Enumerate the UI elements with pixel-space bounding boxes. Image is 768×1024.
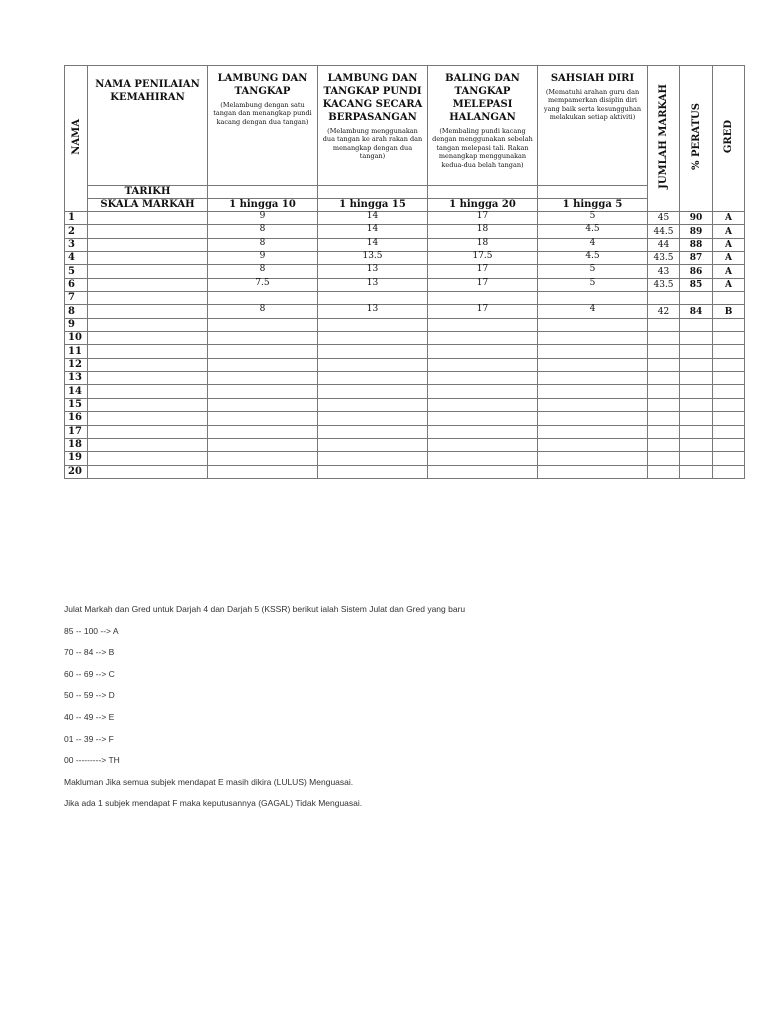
jumlah-markah-cell — [648, 452, 680, 465]
skill-4-score — [538, 332, 648, 345]
table-row — [65, 372, 745, 385]
skill-3-score — [428, 318, 538, 331]
skill-3-score: 17.5 — [428, 252, 538, 265]
gred-cell — [713, 385, 745, 398]
row-number: 16 — [65, 412, 88, 425]
row-number: 4 — [65, 252, 88, 265]
row-number: 13 — [65, 372, 88, 385]
skill-4-score — [538, 318, 648, 331]
skill-3-range: 1 hingga 20 — [428, 199, 538, 212]
table-row — [65, 465, 745, 478]
student-name-cell — [88, 452, 208, 465]
table-row — [65, 412, 745, 425]
jumlah-markah-header: JUMLAH MARKAH — [648, 66, 680, 212]
student-name-cell — [88, 278, 208, 291]
student-name-cell — [88, 398, 208, 411]
skill-1-score — [208, 358, 318, 371]
row-number: 18 — [65, 438, 88, 451]
gred-cell: A — [713, 252, 745, 265]
skill-4-score — [538, 438, 648, 451]
jumlah-markah-cell — [648, 318, 680, 331]
student-name-cell — [88, 465, 208, 478]
gred-cell — [713, 425, 745, 438]
peratus-cell — [680, 372, 713, 385]
row-number: 11 — [65, 345, 88, 358]
skill-3-score — [428, 292, 538, 305]
gred-header: GRED — [713, 66, 745, 212]
skill-3-score — [428, 438, 538, 451]
jumlah-markah-cell — [648, 358, 680, 371]
skill-4-score — [538, 292, 648, 305]
skill-2-score — [318, 412, 428, 425]
skill-2-score: 14 — [318, 212, 428, 225]
skill-4-score: 4.5 — [538, 225, 648, 238]
tarikh-cell — [318, 186, 428, 199]
skala-markah-label: SKALA MARKAH — [88, 199, 208, 212]
tarikh-label: TARIKH — [88, 186, 208, 199]
skill-4-score — [538, 412, 648, 425]
student-name-cell — [88, 305, 208, 318]
student-name-cell — [88, 318, 208, 331]
jumlah-markah-cell — [648, 412, 680, 425]
skill-4-header: SAHSIAH DIRI (Mematuhi arahan guru dan mempamerkan disiplin diri yang baik serta kesungguhan melakukan setiap aktiviti) — [538, 66, 648, 186]
skill-3-score — [428, 425, 538, 438]
skill-4-score: 4.5 — [538, 252, 648, 265]
table-row — [65, 265, 745, 278]
skill-1-score — [208, 385, 318, 398]
skill-2-score — [318, 385, 428, 398]
skill-2-score: 14 — [318, 238, 428, 251]
skill-1-score — [208, 412, 318, 425]
skill-3-score — [428, 358, 538, 371]
table-row — [65, 292, 745, 305]
jumlah-markah-cell: 45 — [648, 212, 680, 225]
penilaian-header: NAMA PENILAIAN KEMAHIRAN — [88, 66, 208, 186]
jumlah-markah-cell: 44.5 — [648, 225, 680, 238]
peratus-cell: 88 — [680, 238, 713, 251]
skill-2-score — [318, 358, 428, 371]
table-row — [65, 318, 745, 331]
tarikh-cell — [208, 186, 318, 199]
gred-cell: A — [713, 212, 745, 225]
jumlah-markah-cell — [648, 345, 680, 358]
row-number: 15 — [65, 398, 88, 411]
skill-4-score: 4 — [538, 238, 648, 251]
skill-2-score — [318, 452, 428, 465]
student-name-cell — [88, 358, 208, 371]
skill-4-range: 1 hingga 5 — [538, 199, 648, 212]
skill-1-score: 8 — [208, 305, 318, 318]
skill-1-score — [208, 452, 318, 465]
gred-cell: A — [713, 238, 745, 251]
notes-fail-info: Jika ada 1 subjek mendapat F maka keputusannya (GAGAL) Tidak Menguasai. — [64, 798, 363, 809]
jumlah-markah-cell: 43.5 — [648, 252, 680, 265]
tarikh-cell — [428, 186, 538, 199]
skill-2-score: 13 — [318, 278, 428, 291]
skill-4-score — [538, 385, 648, 398]
skill-1-score — [208, 345, 318, 358]
peratus-cell — [680, 318, 713, 331]
student-name-cell — [88, 425, 208, 438]
table-row — [65, 425, 745, 438]
row-number: 20 — [65, 465, 88, 478]
jumlah-markah-cell: 43 — [648, 265, 680, 278]
peratus-cell: 90 — [680, 212, 713, 225]
gred-cell: A — [713, 265, 745, 278]
row-number: 5 — [65, 265, 88, 278]
peratus-cell: 85 — [680, 278, 713, 291]
skill-3-score — [428, 465, 538, 478]
grade-range-c: 60 -- 69 --> C — [64, 668, 115, 679]
skill-2-score: 14 — [318, 225, 428, 238]
skill-4-score — [538, 372, 648, 385]
skill-1-score — [208, 438, 318, 451]
gred-cell — [713, 465, 745, 478]
skill-2-score — [318, 372, 428, 385]
row-number: 1 — [65, 212, 88, 225]
gred-cell — [713, 358, 745, 371]
student-name-cell — [88, 238, 208, 251]
student-name-cell — [88, 412, 208, 425]
grade-range-th: 00 ---------> TH — [64, 755, 120, 766]
jumlah-markah-cell — [648, 398, 680, 411]
gred-cell: B — [713, 305, 745, 318]
peratus-cell — [680, 358, 713, 371]
skill-1-score — [208, 372, 318, 385]
skill-1-score: 9 — [208, 212, 318, 225]
tarikh-cell — [538, 186, 648, 199]
jumlah-markah-cell — [648, 292, 680, 305]
grade-range-b: 70 -- 84 --> B — [64, 647, 115, 658]
skill-2-range: 1 hingga 15 — [318, 199, 428, 212]
skill-4-score — [538, 398, 648, 411]
row-number: 17 — [65, 425, 88, 438]
peratus-cell — [680, 438, 713, 451]
peratus-header: % PERATUS — [680, 66, 713, 212]
table-row — [65, 238, 745, 251]
peratus-cell — [680, 385, 713, 398]
row-number: 6 — [65, 278, 88, 291]
gred-cell: A — [713, 278, 745, 291]
skill-3-score: 17 — [428, 265, 538, 278]
peratus-cell — [680, 345, 713, 358]
notes-intro: Julat Markah dan Gred untuk Darjah 4 dan Darjah 5 (KSSR) berikut ialah Sistem Julat dan Gred yang baru — [64, 604, 466, 614]
row-number: 12 — [65, 358, 88, 371]
table-row — [65, 345, 745, 358]
skill-4-score — [538, 465, 648, 478]
table-row — [65, 225, 745, 238]
gred-cell — [713, 372, 745, 385]
jumlah-markah-cell — [648, 332, 680, 345]
table-row — [65, 358, 745, 371]
peratus-cell — [680, 452, 713, 465]
gred-cell — [713, 332, 745, 345]
skill-2-score — [318, 398, 428, 411]
skill-3-header: BALING DAN TANGKAP MELEPASI HALANGAN (Membaling pundi kacang dengan menggunakan sebelah tangan melepasi tali. Rakan menangkap menggunakan kedua-dua belah tangan) — [428, 66, 538, 186]
skill-2-score — [318, 438, 428, 451]
skill-4-score — [538, 358, 648, 371]
table-row — [65, 438, 745, 451]
row-number: 2 — [65, 225, 88, 238]
jumlah-markah-cell — [648, 465, 680, 478]
student-name-cell — [88, 385, 208, 398]
skill-4-score: 5 — [538, 278, 648, 291]
gred-cell — [713, 438, 745, 451]
skill-1-header: LAMBUNG DAN TANGKAP (Melambung dengan satu tangan dan menangkap pundi kacang dengan dua tangan) — [208, 66, 318, 186]
grade-range-a: 85 -- 100 --> A — [64, 625, 119, 636]
table-row — [65, 278, 745, 291]
skill-4-score: 5 — [538, 265, 648, 278]
skill-3-score — [428, 412, 538, 425]
jumlah-markah-cell: 42 — [648, 305, 680, 318]
skill-2-score: 13.5 — [318, 252, 428, 265]
table-row — [65, 212, 745, 225]
grade-range-e: 40 -- 49 --> E — [64, 711, 115, 722]
skill-2-score — [318, 292, 428, 305]
row-number: 14 — [65, 385, 88, 398]
gred-cell — [713, 292, 745, 305]
skill-4-score — [538, 452, 648, 465]
skill-2-header: LAMBUNG DAN TANGKAP PUNDI KACANG SECARA BERPASANGAN (Melambung menggunakan dua tangan ke arah rakan dan menangkap dengan dua tangan) — [318, 66, 428, 186]
gred-cell: A — [713, 225, 745, 238]
skill-1-score: 8 — [208, 238, 318, 251]
row-number: 10 — [65, 332, 88, 345]
grade-range-d: 50 -- 59 --> D — [64, 690, 115, 701]
jumlah-markah-cell: 44 — [648, 238, 680, 251]
grade-range-f: 01 -- 39 --> F — [64, 733, 114, 744]
peratus-cell — [680, 292, 713, 305]
table-row — [65, 305, 745, 318]
skill-3-score — [428, 345, 538, 358]
skill-2-score: 13 — [318, 265, 428, 278]
skill-1-score — [208, 292, 318, 305]
skill-3-score — [428, 398, 538, 411]
student-name-cell — [88, 332, 208, 345]
grading-notes — [64, 604, 465, 820]
notes-pass-info: Makluman Jika semua subjek mendapat E masih dikira (LULUS) Menguasai. — [64, 776, 354, 787]
gred-cell — [713, 398, 745, 411]
skill-1-score: 9 — [208, 252, 318, 265]
row-number: 19 — [65, 452, 88, 465]
skill-3-score: 17 — [428, 278, 538, 291]
skill-1-range: 1 hingga 10 — [208, 199, 318, 212]
gred-cell — [713, 412, 745, 425]
skill-4-score: 5 — [538, 212, 648, 225]
peratus-cell — [680, 465, 713, 478]
skill-3-score — [428, 452, 538, 465]
skill-1-score — [208, 318, 318, 331]
student-name-cell — [88, 225, 208, 238]
skill-1-score — [208, 332, 318, 345]
jumlah-markah-cell — [648, 385, 680, 398]
peratus-cell: 89 — [680, 225, 713, 238]
skill-2-score — [318, 332, 428, 345]
gred-cell — [713, 452, 745, 465]
skill-2-score — [318, 318, 428, 331]
peratus-cell — [680, 398, 713, 411]
peratus-cell — [680, 425, 713, 438]
skill-1-score: 8 — [208, 225, 318, 238]
skill-4-score — [538, 425, 648, 438]
student-name-cell — [88, 212, 208, 225]
skill-3-score: 18 — [428, 225, 538, 238]
table-row — [65, 452, 745, 465]
row-number: 3 — [65, 238, 88, 251]
peratus-cell — [680, 332, 713, 345]
jumlah-markah-cell — [648, 438, 680, 451]
skill-1-score — [208, 425, 318, 438]
gred-cell — [713, 318, 745, 331]
jumlah-markah-cell — [648, 372, 680, 385]
jumlah-markah-cell: 43.5 — [648, 278, 680, 291]
skill-3-score: 18 — [428, 238, 538, 251]
assessment-table — [64, 65, 745, 479]
skill-3-score: 17 — [428, 212, 538, 225]
table-row — [65, 332, 745, 345]
row-number: 9 — [65, 318, 88, 331]
peratus-cell — [680, 412, 713, 425]
peratus-cell: 86 — [680, 265, 713, 278]
student-name-cell — [88, 372, 208, 385]
table-row — [65, 398, 745, 411]
skill-3-score: 17 — [428, 305, 538, 318]
skill-2-score — [318, 345, 428, 358]
peratus-cell: 87 — [680, 252, 713, 265]
peratus-cell: 84 — [680, 305, 713, 318]
table-row — [65, 252, 745, 265]
skill-2-score — [318, 465, 428, 478]
table-row — [65, 385, 745, 398]
student-name-cell — [88, 252, 208, 265]
skill-3-score — [428, 332, 538, 345]
student-name-cell — [88, 292, 208, 305]
skill-1-score: 8 — [208, 265, 318, 278]
skill-2-score — [318, 425, 428, 438]
skill-4-score — [538, 345, 648, 358]
nama-header: NAMA — [65, 66, 88, 212]
student-name-cell — [88, 265, 208, 278]
gred-cell — [713, 345, 745, 358]
jumlah-markah-cell — [648, 425, 680, 438]
row-number: 7 — [65, 292, 88, 305]
skill-1-score — [208, 398, 318, 411]
student-name-cell — [88, 438, 208, 451]
row-number: 8 — [65, 305, 88, 318]
skill-1-score: 7.5 — [208, 278, 318, 291]
skill-4-score: 4 — [538, 305, 648, 318]
skill-3-score — [428, 372, 538, 385]
skill-2-score: 13 — [318, 305, 428, 318]
student-name-cell — [88, 345, 208, 358]
skill-3-score — [428, 385, 538, 398]
skill-1-score — [208, 465, 318, 478]
